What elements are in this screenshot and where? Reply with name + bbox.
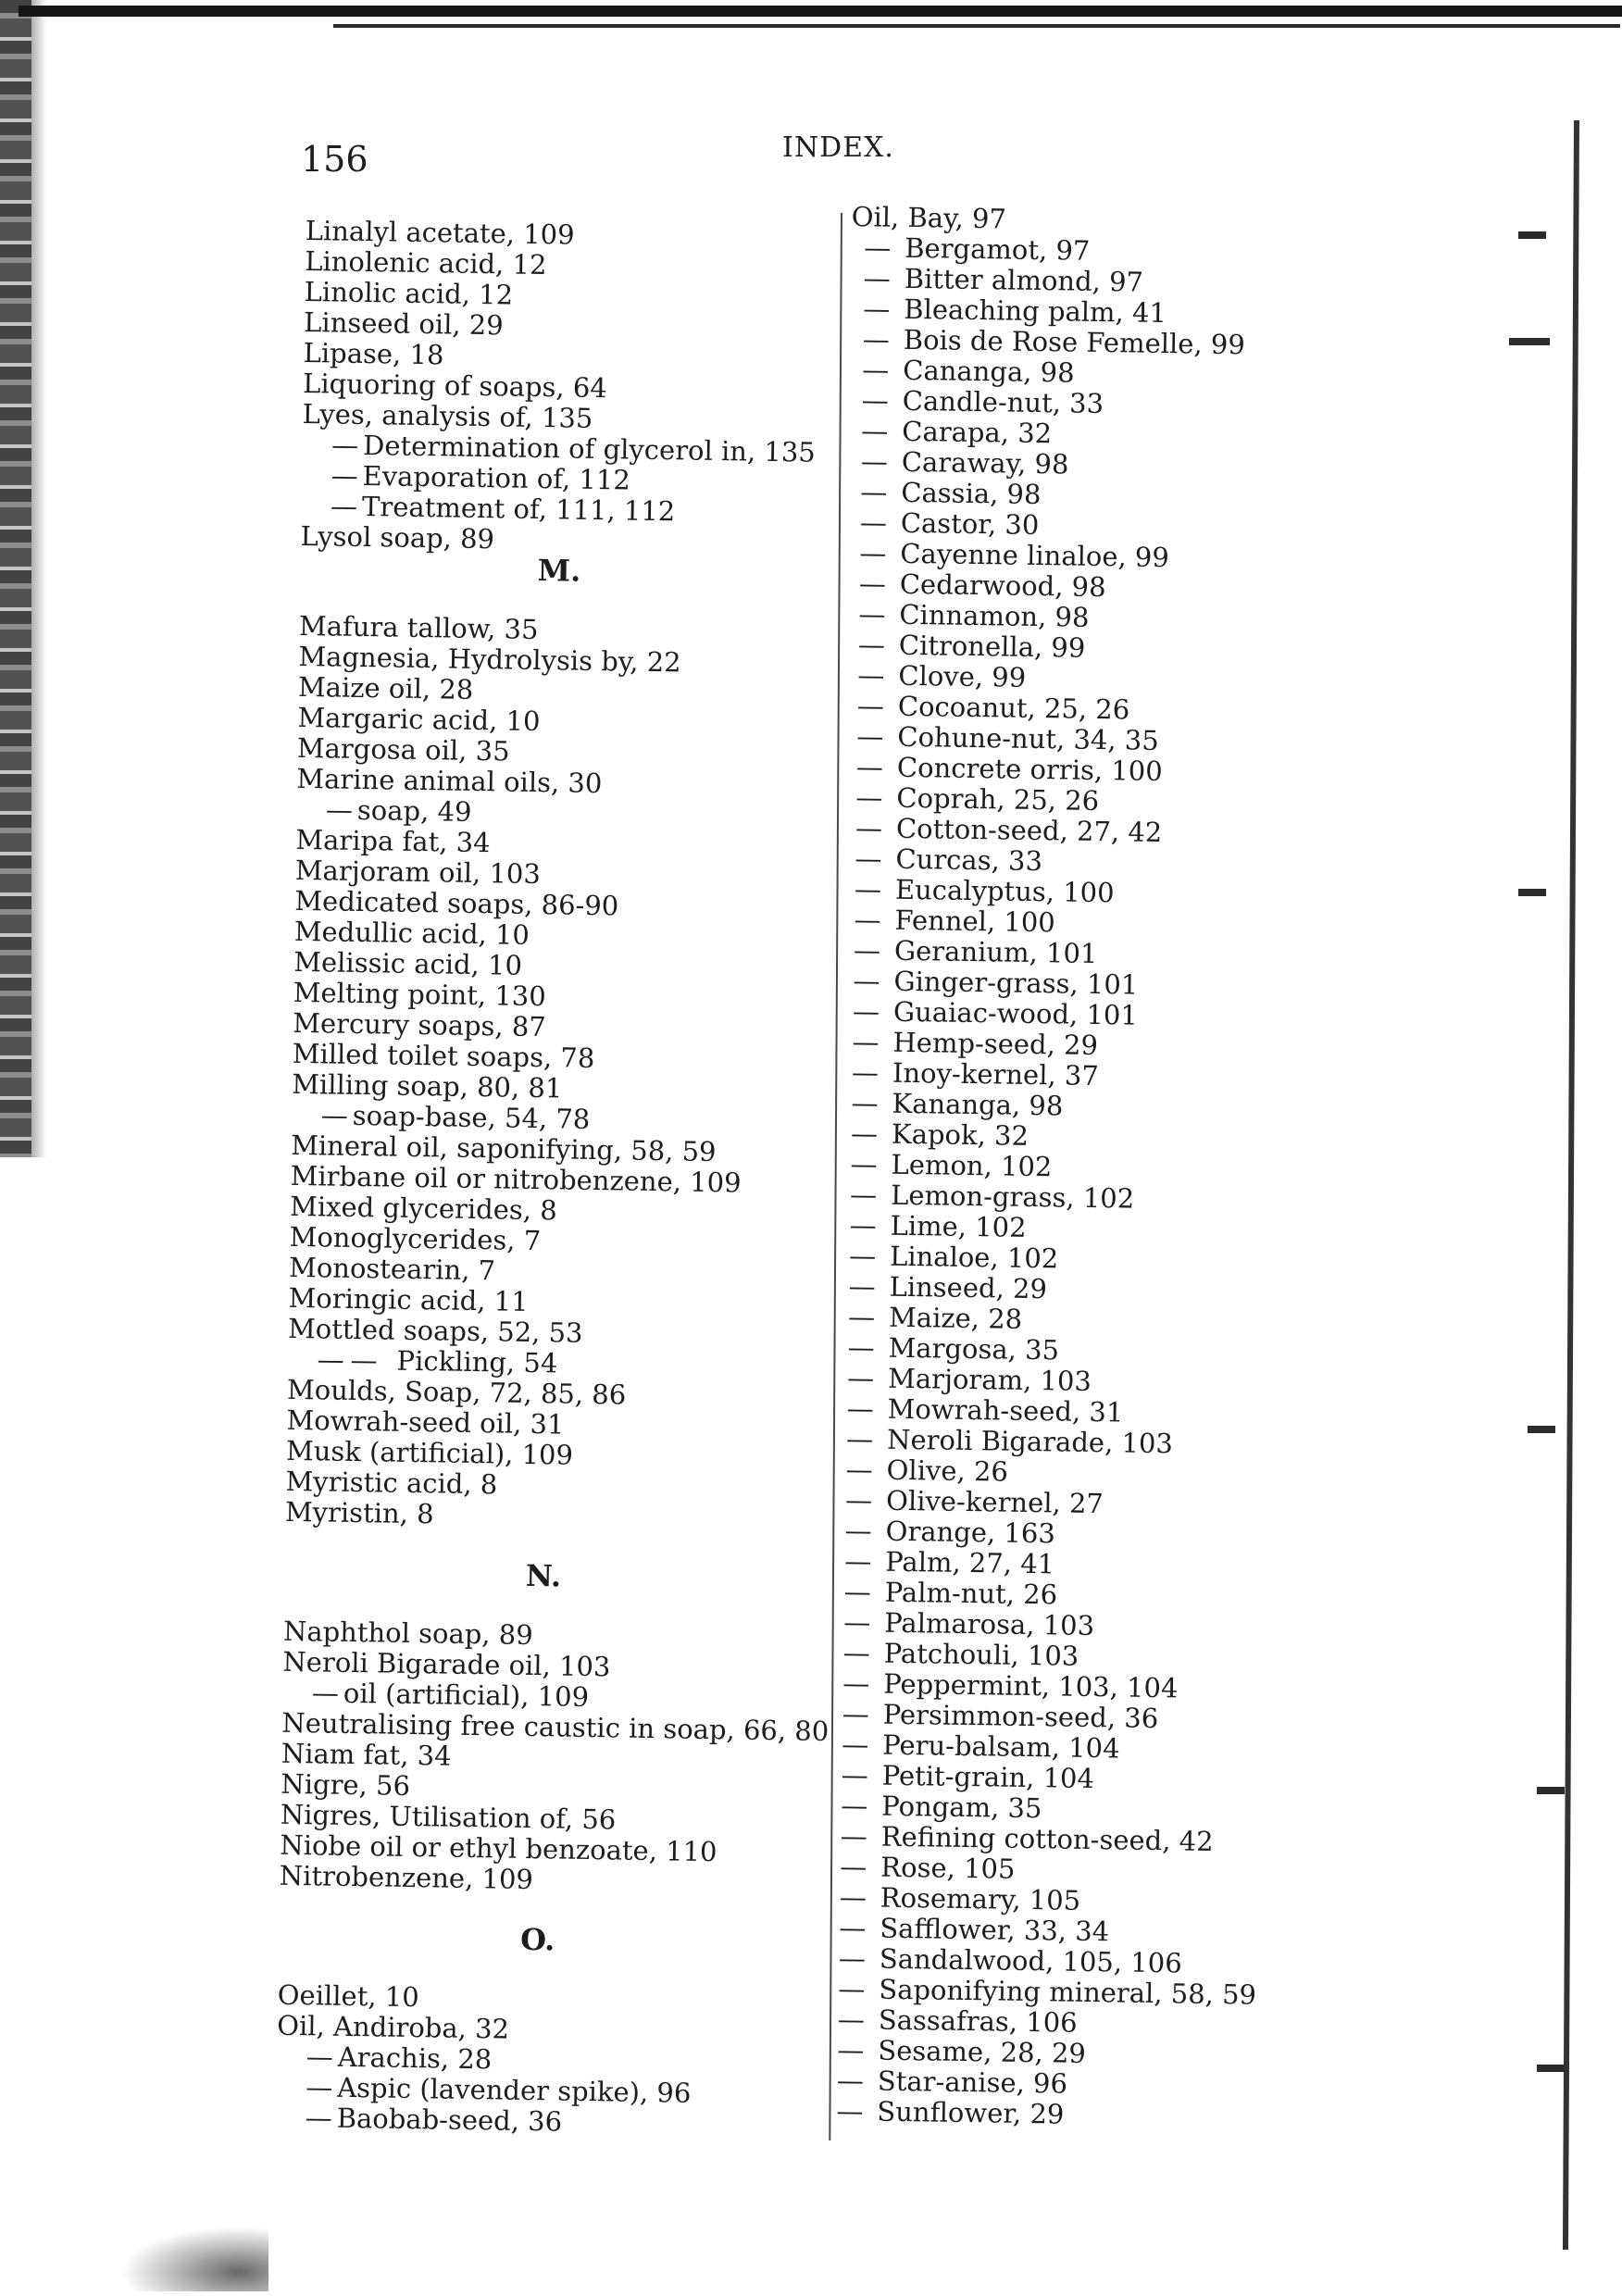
index-entry-text: Sesame, 28, 29: [878, 2034, 1087, 2069]
right-page-edge: [1563, 120, 1579, 2250]
index-entry-text: Aspic (lavender spike), 96: [336, 2071, 692, 2109]
index-entry-text: Medullic acid, 10: [293, 915, 530, 951]
continuation-dash: —: [841, 1790, 868, 1822]
continuation-dash: —: [842, 1606, 871, 1639]
continuation-dash: —: [847, 1301, 876, 1333]
index-entry-text: Lime, 102: [890, 1209, 1027, 1243]
index-entry-text: Evaporation of, 112: [362, 460, 631, 496]
continuation-dash: —: [858, 568, 887, 600]
index-entry-text: Lemon-grass, 102: [890, 1179, 1135, 1215]
continuation-dash: —: [317, 1343, 344, 1376]
continuation-dash: —: [857, 629, 886, 661]
index-entry-text: Sassafras, 106: [878, 2003, 1078, 2039]
continuation-dash: —: [330, 490, 358, 522]
continuation-dash: —: [853, 934, 881, 967]
index-entry-text: Magnesia, Hydrolysis by, 22: [298, 640, 681, 679]
index-entry-text: Pickling, 54: [396, 1344, 558, 1379]
continuation-dash: —: [842, 1728, 869, 1761]
continuation-dash: —: [852, 1026, 880, 1058]
continuation-dash: —: [331, 429, 359, 461]
binding-spine-edge: [0, 0, 31, 1157]
index-entry-text: oil (artificial), 109: [343, 1677, 590, 1714]
oil-subentries: [823, 232, 1282, 2133]
index-entry-text: Linolic acid, 12: [304, 275, 514, 311]
index-entry-text: Myristin, 8: [284, 1495, 434, 1530]
index-entry-text: Linseed, 29: [889, 1270, 1048, 1305]
continuation-dash: —: [848, 1270, 876, 1303]
index-entry-text: Oeillet, 10: [277, 1978, 419, 2014]
index-entry-text: Hemp-seed, 29: [892, 1026, 1099, 1062]
continuation-dash: —: [842, 1637, 871, 1669]
continuation-dash: —: [861, 415, 889, 447]
index-entry-text: soap, 49: [356, 793, 472, 828]
continuation-dash: —: [862, 323, 891, 356]
continuation-dash: —: [858, 598, 886, 630]
index-entry-text: Liquoring of soaps, 64: [302, 367, 608, 405]
continuation-dash: —: [305, 2071, 333, 2103]
continuation-dash: —: [848, 1240, 877, 1272]
continuation-dash: —: [855, 781, 883, 814]
index-group-l: [300, 216, 852, 560]
continuation-dash: —: [851, 1056, 880, 1089]
continuation-dash: —: [847, 1331, 875, 1364]
continuation-dash: —: [836, 2094, 864, 2128]
index-entry-text: Mottled soaps, 52, 53: [287, 1312, 583, 1349]
index-entry-text: Guaiac-wood, 101: [892, 995, 1139, 1031]
continuation-dash: —: [844, 1515, 872, 1547]
continuation-dash: —: [320, 1099, 349, 1131]
index-entry-text: Candle-nut, 33: [902, 384, 1104, 420]
continuation-dash: —: [851, 1087, 879, 1119]
index-entry-text: Melissic acid, 10: [293, 945, 523, 981]
corner-smudge: [120, 2227, 268, 2291]
index-entry-text: Linaloe, 102: [889, 1240, 1059, 1275]
index-entry-text: Marjoram oil, 103: [294, 854, 542, 891]
index-entry-text: Marjoram, 103: [887, 1362, 1092, 1397]
continuation-dash: —: [840, 1820, 868, 1853]
index-entry: Oil, Bay, 97: [851, 201, 1007, 235]
edge-mark: [1537, 1787, 1565, 1794]
continuation-dash: —: [863, 262, 892, 294]
index-entry-text: Determination of glycerol in, 135: [362, 430, 817, 468]
continuation-dash: —: [860, 476, 888, 508]
continuation-dash: —: [863, 293, 891, 325]
index-entry-text: Neroli Bigarade oil, 103: [282, 1645, 611, 1683]
index-entry-text: Medicated soaps, 86-90: [294, 884, 619, 922]
index-entry-text: Cohune-nut, 34, 35: [897, 720, 1159, 756]
index-entry-text: Cotton-seed, 27, 42: [895, 812, 1163, 849]
index-entry-text: Niobe oil or ethyl benzoate, 110: [280, 1828, 717, 1868]
index-entry-text: Orange, 163: [885, 1515, 1056, 1550]
index-entry-text: Olive-kernel, 27: [885, 1484, 1104, 1520]
continuation-dash: —: [840, 1851, 867, 1883]
index-entry-text: Palm-nut, 26: [884, 1576, 1058, 1611]
index-entry-text: Pongam, 35: [881, 1790, 1042, 1825]
index-entry-text: Bleaching palm, 41: [904, 293, 1167, 330]
continuation-dash: —: [311, 1677, 340, 1709]
index-entry-text: Saponifying mineral, 58, 59: [879, 1973, 1257, 2011]
index-entry-text: Curcas, 33: [895, 842, 1043, 878]
index-entry-text: Star-anise, 96: [877, 2065, 1068, 2100]
continuation-dash: —: [843, 1576, 871, 1608]
index-entry-text: Linalyl acetate, 109: [305, 215, 575, 251]
index-entry-text: Geranium, 101: [893, 934, 1098, 970]
continuation-dash: —: [849, 1209, 877, 1242]
index-entry-text: Naphthol soap, 89: [282, 1615, 533, 1652]
page-number: 156: [301, 139, 368, 180]
running-head: INDEX.: [782, 131, 894, 164]
index-entry-text: Refining cotton-seed, 42: [880, 1820, 1214, 1857]
index-entry-text: Milling soap, 80, 81: [291, 1067, 563, 1104]
continuation-dash: —: [846, 1392, 874, 1425]
continuation-dash: —: [855, 812, 883, 844]
index-entry-text: Maize, 28: [888, 1301, 1023, 1335]
index-entry-text: Cinnamon, 98: [899, 598, 1090, 633]
index-entry-text: Cedarwood, 98: [899, 568, 1106, 604]
index-entry-text: Eucalyptus, 100: [894, 873, 1115, 909]
continuation-dash: —: [845, 1423, 874, 1455]
index-entry-text: Clove, 99: [898, 659, 1027, 693]
edge-mark: [1518, 889, 1546, 896]
top-border-rule: [19, 6, 1622, 17]
continuation-dash: —: [850, 1148, 878, 1180]
index-entry-text: Carapa, 32: [902, 415, 1053, 450]
index-entry-text: Olive, 26: [886, 1454, 1009, 1488]
index-entry-text: Cocoanut, 25, 26: [897, 690, 1130, 726]
continuation-dash: —: [331, 459, 358, 492]
index-entry-text: Monostearin, 7: [288, 1251, 496, 1287]
index-entry-text: Musk (artificial), 109: [285, 1434, 574, 1471]
index-entry-text: Treatment of, 111, 112: [361, 491, 676, 528]
continuation-dash: —: [838, 1942, 867, 1975]
index-entry-text: Maize oil, 28: [297, 670, 474, 705]
index-entry-text: Citronella, 99: [898, 629, 1086, 664]
index-entry-text: Inoy-kernel, 37: [892, 1056, 1100, 1092]
index-entry-text: Persimmon-seed, 36: [882, 1698, 1159, 1735]
index-entry-text: Palmarosa, 103: [883, 1606, 1095, 1642]
continuation-dash: —: [859, 506, 888, 539]
edge-mark: [1537, 2065, 1565, 2072]
continuation-dash: —: [857, 659, 885, 692]
index-entry-text: Kapok, 32: [891, 1117, 1029, 1152]
continuation-dash: —: [842, 1698, 870, 1730]
index-entry-text: Castor, 30: [900, 506, 1040, 542]
index-entry-text: Concrete orris, 100: [896, 751, 1163, 788]
index-entry-text: Milled toilet soaps, 78: [292, 1037, 595, 1075]
index-entry-text: Mirbane oil or nitrobenzene, 109: [290, 1159, 742, 1199]
index-entry-text: Nitrobenzene, 109: [279, 1859, 534, 1896]
index-entry-text: Kananga, 98: [892, 1087, 1064, 1122]
continuation-dash: —: [842, 1667, 870, 1700]
index-entry-text: Arachis, 28: [337, 2040, 493, 2076]
index-entry-text: Margaric acid, 10: [297, 701, 541, 738]
continuation-dash: —: [849, 1179, 878, 1211]
index-entry-text: Patchouli, 103: [883, 1637, 1079, 1672]
edge-mark: [1518, 231, 1546, 239]
continuation-dash: —: [845, 1454, 873, 1486]
index-entry-text: Rosemary, 105: [880, 1881, 1081, 1916]
index-group-o: [275, 1980, 824, 2141]
continuation-dash: —: [846, 1362, 875, 1394]
continuation-dash: —: [836, 2064, 865, 2097]
continuation-dash: —: [859, 537, 887, 569]
section-heading-o: O.: [519, 1921, 555, 1958]
continuation-dash: —: [839, 1912, 867, 1944]
index-entry-text: Bitter almond, 97: [904, 262, 1144, 298]
continuation-dash: —: [850, 1117, 879, 1150]
index-entry-text: Mineral oil, saponifying, 58, 59: [290, 1129, 717, 1168]
index-entry-text: Marine animal oils, 30: [296, 762, 603, 800]
index-entry-text: Palm, 27, 41: [884, 1545, 1055, 1580]
continuation-dash: —: [843, 1545, 872, 1578]
continuation-dash: —: [854, 873, 882, 905]
continuation-dash: —: [837, 2033, 865, 2066]
index-entry-text: Lemon, 102: [891, 1148, 1053, 1183]
index-entry-text: Bergamot, 97: [905, 231, 1091, 267]
continuation-dash: —: [306, 2040, 334, 2073]
index-entry-text: Nigre, 56: [281, 1767, 411, 1802]
edge-mark: [1509, 338, 1550, 345]
index-entry-text: Rose, 105: [880, 1851, 1016, 1885]
continuation-dash: —: [856, 720, 884, 753]
index-entry-text: Margosa, 35: [888, 1331, 1060, 1366]
index-entry-text: Lipase, 18: [303, 336, 444, 371]
continuation-dash: —: [864, 231, 892, 264]
index-entry-text: Peru-balsam, 104: [882, 1728, 1120, 1765]
continuation-dash: —: [841, 1759, 869, 1791]
index-group-n: [280, 1616, 830, 1900]
binding-shadow: [31, 0, 46, 1157]
continuation-dash: —: [855, 842, 882, 875]
index-entry-text: Sandalwood, 105, 106: [879, 1942, 1182, 1979]
index-entry-text: Lyes, analysis of, 135: [302, 397, 593, 434]
index-entry-text: Bois de Rose Femelle, 99: [903, 323, 1246, 361]
index-entry-text: Linolenic acid, 12: [304, 244, 547, 281]
continuation-dash: —: [854, 904, 881, 936]
continuation-dash: —: [325, 793, 354, 826]
right-index-column: [823, 202, 1282, 2133]
index-entry-text: Myristic acid, 8: [285, 1465, 498, 1501]
index-entry-text: Moulds, Soap, 72, 85, 86: [286, 1373, 627, 1411]
index-entry-text: Linseed oil, 29: [303, 306, 504, 342]
index-entry-text: Petit-grain, 104: [881, 1759, 1095, 1795]
continuation-dash: —: [839, 1881, 867, 1914]
index-entry-text: Caraway, 98: [901, 445, 1069, 480]
continuation-dash: —: [844, 1484, 873, 1516]
continuation-dash: —: [856, 690, 885, 722]
index-entry-text: Mowrah-seed, 31: [887, 1392, 1124, 1429]
index-entry-text: Margosa oil, 35: [296, 731, 510, 767]
index-entry-text: Melting point, 130: [293, 976, 546, 1013]
index-entry-text: Neutralising free caustic in soap, 66, 80: [281, 1706, 830, 1748]
index-entry-text: Cassia, 98: [901, 476, 1042, 511]
index-entry-text: Neroli Bigarade, 103: [886, 1423, 1174, 1460]
continuation-dash: —: [350, 1343, 378, 1377]
index-entry-text: Monoglycerides, 7: [289, 1220, 542, 1257]
section-heading-m: M.: [537, 552, 581, 589]
index-entry-text: Mafura tallow, 35: [298, 609, 539, 646]
index-entry-text: Oil, Andiroba, 32: [277, 2009, 510, 2045]
index-entry-text: Peppermint, 103, 104: [883, 1667, 1179, 1704]
top-border-rule-thin: [333, 24, 1620, 28]
index-entry-text: Safflower, 33, 34: [880, 1912, 1110, 1948]
index-entry-text: Mowrah-seed oil, 31: [286, 1404, 565, 1441]
continuation-dash: —: [861, 384, 890, 417]
index-entry-text: Nigres, Utilisation of, 56: [280, 1798, 617, 1836]
continuation-dash: —: [852, 995, 880, 1028]
index-entry-text: Mercury soaps, 87: [293, 1006, 547, 1043]
index-entry-text: Mixed glycerides, 8: [289, 1190, 557, 1227]
continuation-dash: —: [860, 445, 889, 478]
continuation-dash: —: [862, 354, 890, 386]
continuation-dash: —: [855, 751, 884, 783]
index-entry-text: Maripa fat, 34: [295, 823, 491, 859]
left-index-column: [275, 216, 852, 2141]
index-entry-text: Baobab-seed, 36: [336, 2102, 563, 2138]
index-group-m: [285, 611, 846, 1536]
index-entry-text: Sunflower, 29: [877, 2095, 1065, 2130]
index-entry-text: Niam fat, 34: [281, 1737, 452, 1772]
index-entry-text: Fennel, 100: [894, 904, 1056, 939]
index-entry-text: Ginger-grass, 101: [893, 965, 1139, 1001]
edge-mark: [1528, 1426, 1555, 1433]
index-entry-text: Lysol soap, 89: [300, 519, 495, 555]
index-entry-text: Moringic acid, 11: [288, 1281, 529, 1317]
section-heading-n: N.: [525, 1557, 562, 1594]
index-entry-text: Coprah, 25, 26: [896, 781, 1100, 817]
continuation-dash: —: [837, 2003, 866, 2036]
continuation-dash: —: [838, 1972, 866, 2005]
index-subentry: [823, 2096, 1254, 2133]
index-entry-text: Cananga, 98: [903, 354, 1075, 389]
continuation-dash: —: [305, 2102, 332, 2134]
index-entry-text: Cayenne linaloe, 99: [900, 537, 1170, 574]
index-entry-text: soap-base, 54, 78: [352, 1099, 591, 1135]
continuation-dash: —: [853, 965, 880, 997]
